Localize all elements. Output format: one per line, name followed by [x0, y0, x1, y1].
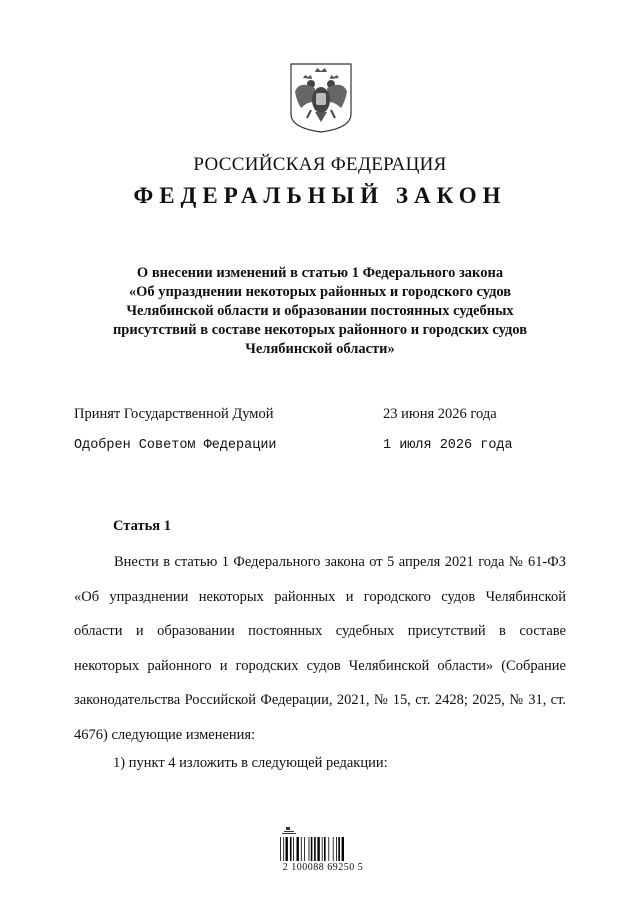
- article-heading: Статья 1: [113, 518, 171, 534]
- barcode-icon: [272, 827, 368, 893]
- title-line: Челябинской области и образовании постоянных судебных: [126, 303, 514, 319]
- council-approval-label: Одобрен Советом Федерации: [74, 438, 277, 453]
- document-title: [80, 264, 560, 359]
- russian-coat-of-arms-icon: [289, 62, 353, 134]
- title-line: присутствий в составе некоторых районного и городских судов: [112, 322, 528, 338]
- duma-adoption-date: 23 июня 2026 года: [383, 406, 497, 422]
- article-item-1: 1) пункт 4 изложить в следующей редакции:: [113, 755, 388, 771]
- article-body: Внести в статью 1 Федерального закона от 5 апреля 2021 года № 61-ФЗ «Об упразднении некоторых районных и городского судов Челябинской области и образовании постоянных судебных присутствий в составе некоторых районного и городских судов Челябинской области» (Собрание законодательства Российской Федерации, 2021, № 15, ст. 2428; 2025, № 31, ст. 4676) следующие изменения:: [74, 554, 566, 743]
- country-name: РОССИЙСКАЯ ФЕДЕРАЦИЯ: [193, 154, 447, 175]
- title-line: О внесении изменений в статью 1 Федерального закона: [136, 265, 504, 281]
- title-line: «Об упразднении некоторых районных и городского судов: [128, 284, 512, 300]
- title-line: Челябинской области»: [245, 341, 395, 357]
- duma-adoption-label: Принят Государственной Думой: [74, 406, 274, 422]
- barcode-number: 2 100088 69250 5: [282, 862, 364, 873]
- document-type: ФЕДЕРАЛЬНЫЙ ЗАКОН: [133, 183, 507, 208]
- council-approval-date: 1 июля 2026 года: [383, 438, 513, 453]
